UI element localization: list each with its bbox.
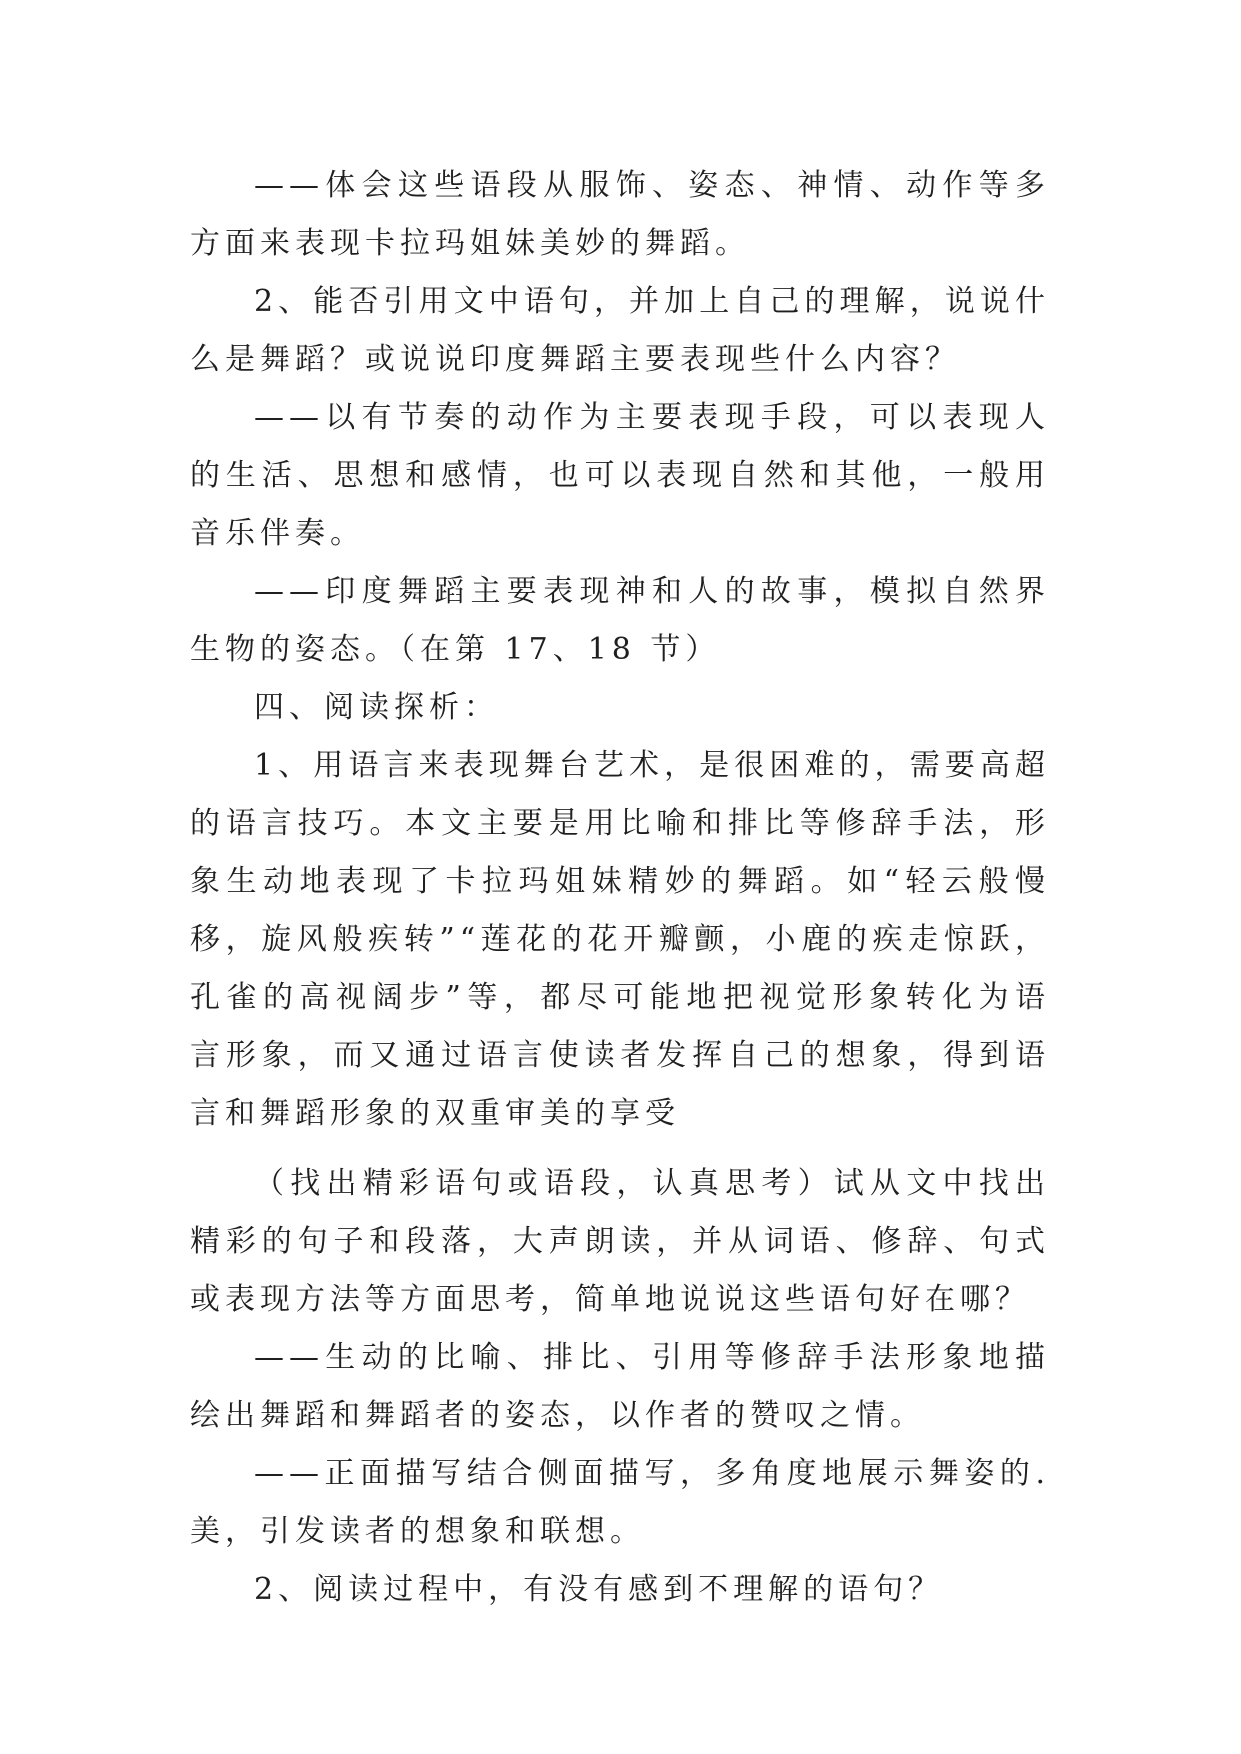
paragraph-question-what-is-dance: 2、能否引用文中语句，并加上自己的理解，说说什么是舞蹈？或说说印度舞蹈主要表现些什么内容？ bbox=[190, 284, 1050, 377]
paragraph-dance-description-note: ——体会这些语段从服饰、姿态、神情、动作等多方面来表现卡拉玛姐妹美妙的舞蹈。 bbox=[190, 168, 1050, 261]
paragraph-answer-indian-dance: ——印度舞蹈主要表现神和人的故事，模拟自然界生物的姿态。（在第 17、18 节） bbox=[190, 574, 1050, 667]
paragraph-language-technique: 1、用语言来表现舞台艺术，是很困难的，需要高超的语言技巧。本文主要是用比喻和排比等修辞手法，形象生动地表现了卡拉玛姐妹精妙的舞蹈。如“轻云般慢移，旋风般疾转”“莲花的花开瓣颤，小鹿的疾走惊跃，孔雀的高视阔步”等，都尽可能地把视觉形象转化为语言形象，而又通过语言使读者发挥自己的想象，得到语言和舞蹈形象的双重审美的享受 bbox=[190, 748, 1050, 1131]
paragraph-question-difficult-sentences: 2、阅读过程中，有没有感到不理解的语句？ bbox=[254, 1572, 944, 1607]
paragraph-answer-rhetoric: ——生动的比喻、排比、引用等修辞手法形象地描绘出舞蹈和舞蹈者的姿态，以作者的赞叹之情。 bbox=[190, 1340, 1050, 1433]
section-heading-reading-analysis: 四、阅读探析： bbox=[254, 690, 499, 725]
document-body bbox=[190, 157, 1050, 1619]
paragraph-find-excellent-sentences: （找出精彩语句或语段，认真思考）试从文中找出精彩的句子和段落，大声朗读，并从词语、修辞、句式或表现方法等方面思考，简单地说说这些语句好在哪？ bbox=[190, 1166, 1050, 1317]
paragraph-answer-description-angles: ——正面描写结合侧面描写，多角度地展示舞姿的.美，引发读者的想象和联想。 bbox=[190, 1456, 1050, 1549]
paragraph-answer-dance-definition: ——以有节奏的动作为主要表现手段，可以表现人的生活、思想和感情，也可以表现自然和其他，一般用音乐伴奏。 bbox=[190, 400, 1050, 551]
